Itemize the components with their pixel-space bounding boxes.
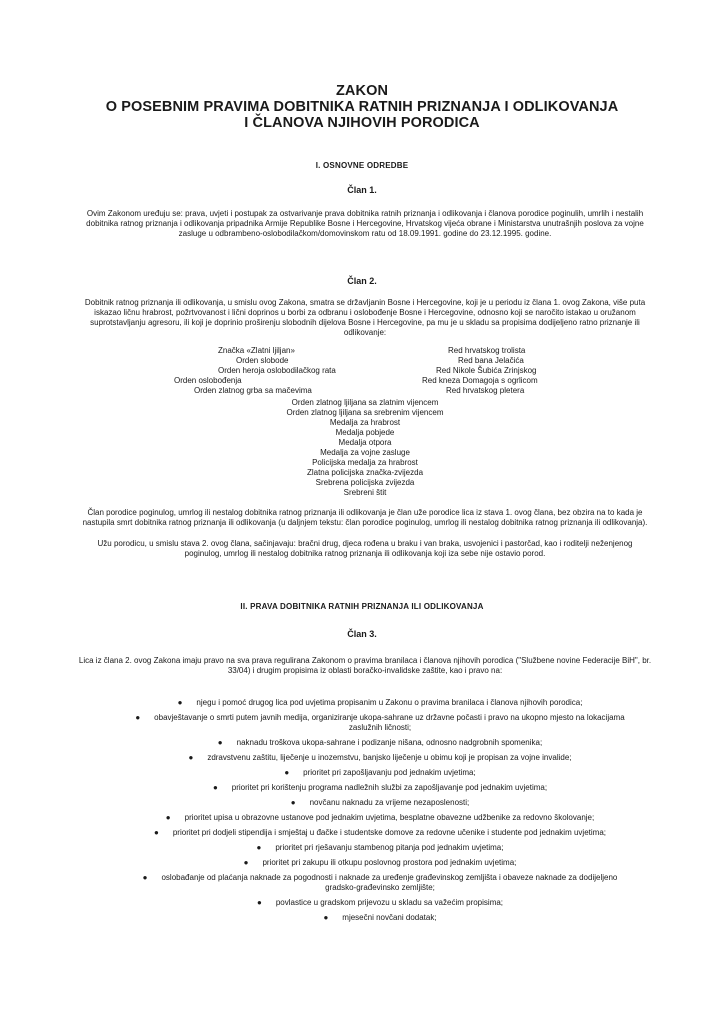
bullet-icon: ● [256, 843, 262, 852]
awards-list-center [78, 398, 652, 498]
bullet-icon: ● [135, 713, 141, 722]
award-item: Zlatna policijska značka-zvijezda [306, 468, 424, 477]
bullet-icon: ● [154, 828, 159, 837]
award-item: Medalja za vojne zasluge [320, 448, 410, 457]
bullet-icon: ● [290, 798, 296, 807]
award-item: Značka «Zlatni ljiljan» [218, 346, 295, 355]
award-item: Medalja pobjede [335, 428, 395, 437]
law-title [40, 83, 684, 131]
award-item: Red hrvatskog pletera [446, 386, 525, 395]
list-item: ● njegu i pomoć drugog lica pod uvjetima propisanim u Zakonu o pravima branilaca i članova njihovih porodica; [177, 698, 583, 707]
award-item: Orden zlatnog ljiljana sa srebrenim vijencem [286, 408, 444, 417]
list-item: ● prioritet upisa u obrazovne ustanove pod jednakim uvjetima, besplatne obavezne udžbenike za redovno školovanje; [165, 813, 595, 822]
bullet-icon: ● [142, 873, 148, 882]
bullet-icon: ● [323, 913, 329, 922]
list-item: ● obavještavanje o smrti putem javnih medija, organiziranje ukopa-sahrane uz državne počasti i pravo na ukopno mjesto na lokacijama zaslužnih ličnosti; [135, 713, 625, 732]
article-2-narrow-family: Užu porodicu, u smislu stava 2. ovog člana, sačinjavaju: bračni drug, djeca rođena u braku i van braka, usvojenici i pastorčad, kao i roditelji neženjenog poginulog, umrlog ili nestalog dobitnika ratnog priznanja ili odlikovanja koji iza sebe nije ostavio porod. [97, 539, 633, 558]
article-3-intro: Lica iz člana 2. ovog Zakona imaju pravo na sva prava regulirana Zakonom o pravima branilaca i članova njihovih porodica ("Službene novine Federacije BiH", br. 33/04) i drugim propisima iz oblasti boračko-invalidske zaštite, kao i pravo na: [78, 656, 652, 675]
list-item: ● povlastice u gradskom prijevozu u skladu sa važećim propisima; [256, 898, 504, 907]
rights-list [120, 698, 640, 928]
article-2-heading: Član 2. [347, 276, 377, 286]
bullet-icon: ● [217, 738, 223, 747]
section-heading-2: II. PRAVA DOBITNIKA RATNIH PRIZNANJA ILI ODLIKOVANJA [240, 602, 484, 611]
award-item: Medalja za hrabrost [329, 418, 401, 427]
award-item: Orden zlatnog ljiljana sa zlatnim vijencem [291, 398, 439, 407]
bullet-icon: ● [284, 768, 290, 777]
title-line-3: I ČLANOVA NJIHOVIH PORODICA [244, 115, 480, 131]
bullet-icon: ● [177, 698, 183, 707]
bullet-icon: ● [212, 783, 218, 792]
list-item: ● prioritet pri korištenju programa nadležnih službi za zapošljavanje pod jednakim uvjetima; [212, 783, 548, 792]
list-item: ● zdravstvenu zaštitu, liječenje u inozemstvu, banjsko liječenje u obimu koji je propisan za vojne invalide; [188, 753, 572, 762]
awards-list-right [418, 346, 538, 396]
bullet-icon: ● [165, 813, 171, 822]
section-heading-1: I. OSNOVNE ODREDBE [315, 161, 409, 170]
award-item: Policijska medalja za hrabrost [312, 458, 418, 467]
award-item: Orden slobode [236, 356, 289, 365]
award-item: Orden oslobođenja [174, 376, 242, 385]
article-1-text: Ovim Zakonom uređuju se: prava, uvjeti i postupak za ostvarivanje prava dobitnika ratnih priznanja i odlikovanja i članova porodice poginulih, umrlih i nestalih dobitnika ratnog priznanja i odlikovanja pripadnika Armije Republike Bosne i Hercegovine, Hrvatskog vijeća obrane i Ministarstva unutrašnjih poslova za vojne zasluge u odbrambeno-oslobodilačkom/domovinskom ratu od 18.09.1991. godine do 23.12.1995. godine. [86, 209, 644, 238]
award-item: Srebrena policijska zvijezda [315, 478, 415, 487]
list-item: ● prioritet pri dodjeli stipendija i smještaj u đačke i studentske domove za redovne učenike i studente pod jednakim uvjetima; [154, 828, 606, 837]
award-item: Red Nikole Šubića Zrinjskog [436, 366, 537, 375]
title-line-1: ZAKON [335, 83, 389, 99]
list-item: ● prioritet pri zapošljavanju pod jednakim uvjetima; [284, 768, 476, 777]
award-item: Red kneza Domagoja s ogrlicom [422, 376, 538, 385]
list-item: ● prioritet pri rješavanju stambenog pitanja pod jednakim uvjetima; [256, 843, 504, 852]
list-item: ● naknadu troškova ukopa-sahrane i podizanje nišana, odnosno nadgrobnih spomenika; [217, 738, 543, 747]
article-1-heading: Član 1. [347, 185, 377, 195]
article-2-intro: Dobitnik ratnog priznanja ili odlikovanja, u smislu ovog Zakona, smatra se državljanin Bosne i Hercegovine, koji je u periodu iz člana 1. ovog Zakona, više puta iskazao ličnu hrabrost, požrtvovanost i lični doprinos u borbi za odbranu i oslobođenje Bosne i Hercegovine, odnosno koji se naročito istakao u oružanom suprotstavljanju agresoru, ili koji je doprinio proširenju slobodnih dijelova Bosne i Hercegovine, pa mu je u skladu sa propisima dodijeljeno ratno priznanje ili odlikovanje: [84, 298, 646, 337]
award-item: Red bana Jelačića [458, 356, 524, 365]
award-item: Srebreni štit [343, 488, 387, 497]
title-line-2: O POSEBNIM PRAVIMA DOBITNIKA RATNIH PRIZNANJA I ODLIKOVANJA [105, 99, 619, 115]
award-item: Red hrvatskog trolista [448, 346, 526, 355]
award-item: Medalja otpora [338, 438, 392, 447]
list-item: ● novčanu naknadu za vrijeme nezaposlenosti; [290, 798, 470, 807]
award-item: Orden heroja oslobodilačkog rata [218, 366, 336, 375]
award-item: Orden zlatnog grba sa mačevima [194, 386, 312, 395]
awards-list-left [174, 346, 336, 396]
list-item: ● mjesečni novčani dodatak; [323, 913, 437, 922]
bullet-icon: ● [188, 753, 194, 762]
bullet-icon: ● [256, 898, 262, 907]
article-2-family-member: Član porodice poginulog, umrlog ili nestalog dobitnika ratnog priznanja ili odlikovanja je član uže porodice lica iz stava 1. ovog člana, bez obzira na to kada je nastupila smrt dobitnika ratnog priznanja ili odlikovanja (u daljnjem tekstu: član porodice poginulog, umrlog ili nestalog dobitnika ratnog priznanja ili odlikovanja). [82, 508, 648, 527]
list-item: ● prioritet pri zakupu ili otkupu poslovnog prostora pod jednakim uvjetima; [243, 858, 517, 867]
list-item: ● oslobađanje od plaćanja naknade za pogodnosti i naknade za uređenje građevinskog zemljišta i obaveze naknade za dodijeljeno gradsko-građevinsko zemljište; [142, 873, 618, 892]
bullet-icon: ● [243, 858, 249, 867]
article-3-heading: Član 3. [347, 629, 377, 639]
